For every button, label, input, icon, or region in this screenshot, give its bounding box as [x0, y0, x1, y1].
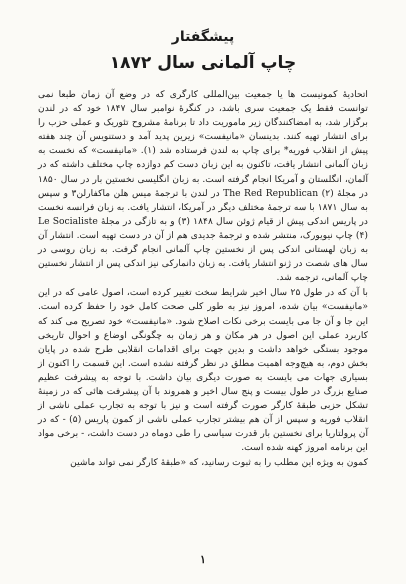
page-number: ۱ — [200, 553, 206, 566]
document-page — [38, 20, 368, 572]
paragraph-3: کمون به ویژه این مطلب را به ثبوت رسانید، که «طبقهٔ کارگر نمی تواند ماشین — [70, 457, 368, 469]
section-heading: پیشگفتار — [171, 29, 235, 45]
paragraph-1: اتحادیهٔ کمونیست ها یا جمعیت بین‌المللی کارگری که در وضع آن زمان طبعا نمی توانست فقط یک جمعیت سری باشد، در کنگرهٔ نوامبر سال ۱۸۴۷ خود که در لندن برگزار شد، به امضاکنندگان زیر ماموریت داد تا برنامهٔ مشروح تئوریک و عملی حزب را برای انتشار تهیه کنند. بدینسان «مانیفست» زیرین پدید آمد و دستنویس آن چند هفته پیش از انقلاب فوریه* برای چاپ به لندن فرستاده شد (۱). «مانیفست» که نخست به زبان آلمانی انتشار یافت، تاکنون به این زبان دست کم دوازده چاپ مختلف داشته که در آلمان، انگلستان و آمریکا انجام گرفته است. به زبان انگلیسی نخستین بار در سال ۱۸۵۰ در مجلهٔ The Red Republican (۲) در لندن با ترجمهٔ میس هلن ماکفارلن۳ و سپس به سال ۱۸۷۱ با سه ترجمهٔ مختلف دیگر در آمریکا، انتشار یافت. به زبان فرانسه نخست در پاریس اندکی پیش از قیام ژوئن سال ۱۸۴۸ (۳) و به تازگی در مجلهٔ Le Socialiste (۴) چاپ نیویورک، منتشر شده و ترجمهٔ جدیدی هم از آن در دست تهیه است. انتشار آن به زبان لهستانی اندکی پس از نخستین چاپ آلمانی انجام گرفت. به زبان روسی در سال های شصت در ژنو انتشار یافت. به زبان دانمارکی نیز اندکی پس از انتشار نخستین چاپ آلمانی، ترجمه شد. — [38, 89, 369, 284]
page-title: چاپ آلمانی سال ۱۸۷۲ — [109, 53, 297, 73]
paragraph-2: با آن که در طول ۲۵ سال اخیر شرایط سخت تغییر کرده است، اصول عامی که در این «مانیفست» بیان شده، امروز نیز به طور کلی صحت کامل خود را حفظ کرده است. این جا و آن جا می بایست برخی نکات اصلاح شود. «مانیفست» خود تصریح می کند که کاربرد عملی این اصول در هر مکان و هر زمان به چگونگی اوضاع و احوال تاریخی موجود بستگی خواهد داشت و بدین جهت برای اقدامات انقلابی طرح شده در پایان بخش دوم، به هیچ‌وجه اهمیت مطلق در نظر گرفته نشده است. این قسمت را اکنون از بسیاری جهات می بایست به صورت دیگری بیان داشت. با توجه به پیشرفت عظیم صنایع بزرگ در طول بیست و پنج سال اخیر و همروند با آن پیشرفت هائی که در زمینهٔ تشکل حزبی طبقهٔ کارگر صورت گرفته است و نیز با توجه به تجارب عملی ناشی از انقلاب فوریه و سپس از آن هم بیشتر تجارب عملی ناشی از کمون پاریس (۵) - که در آن پرولتاریا برای نخستین بار قدرت سیاسی را طی دوماه در دست داشت، - برخی مواد این برنامه امروز کهنه شده است. — [38, 287, 368, 454]
